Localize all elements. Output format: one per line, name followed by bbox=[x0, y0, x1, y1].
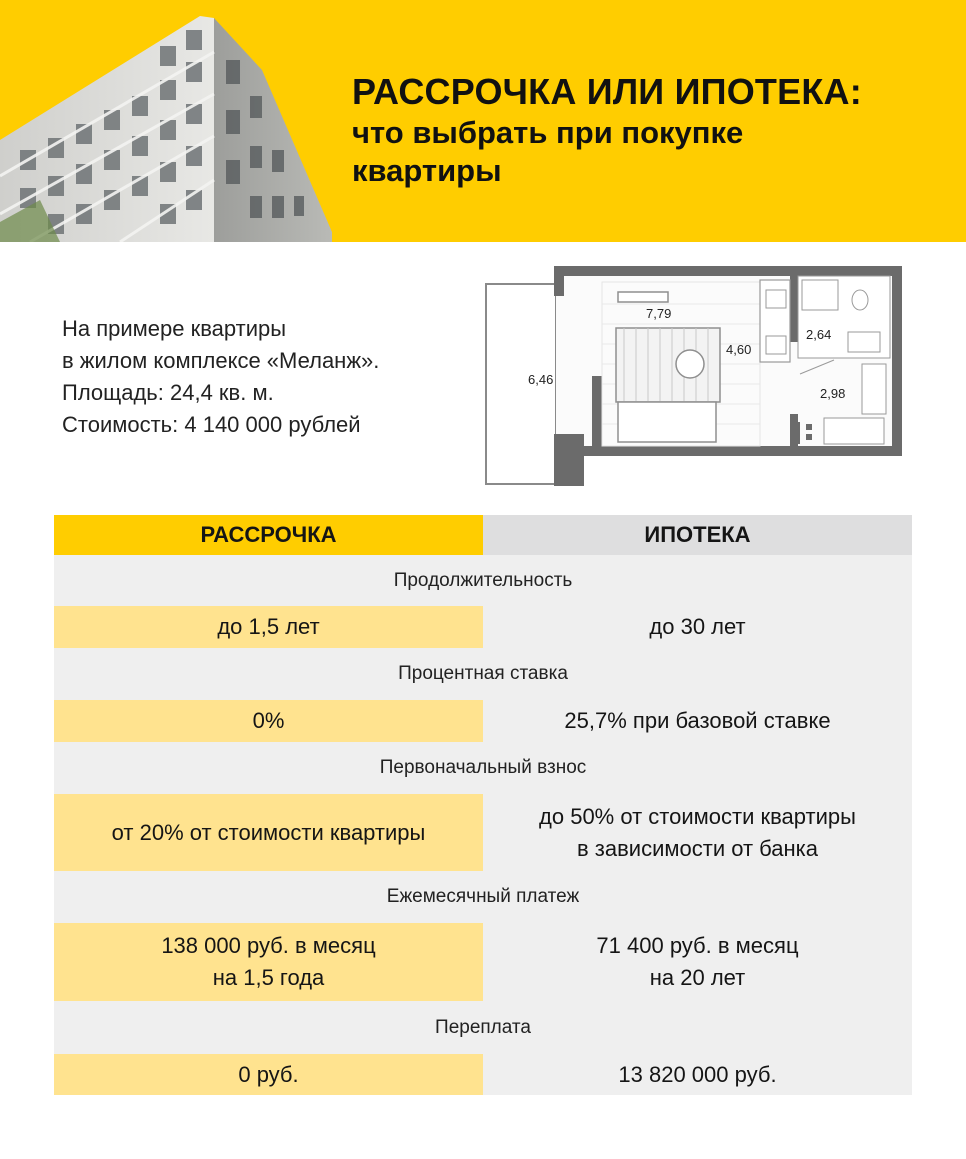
comparison-table bbox=[54, 515, 912, 1095]
header-installment: РАССРОЧКА bbox=[54, 515, 483, 555]
area-balcony: 6,46 bbox=[528, 372, 554, 387]
monthly-mortgage-line-1: 71 400 руб. в месяц bbox=[596, 933, 799, 958]
info-area: Площадь: 24,4 кв. м. bbox=[62, 380, 274, 405]
down-payment-installment bbox=[54, 794, 483, 871]
apartment-info bbox=[62, 313, 482, 441]
down-payment-mortgage-line-2: в зависимости от банка bbox=[577, 835, 818, 861]
monthly-installment bbox=[54, 923, 483, 1001]
table-row bbox=[54, 794, 912, 871]
table-row bbox=[54, 700, 912, 742]
area-living: 7,79 bbox=[646, 306, 672, 321]
section-label-monthly-payment: Ежемесячный платеж bbox=[54, 871, 912, 923]
monthly-mortgage-line-2: на 20 лет bbox=[649, 965, 746, 990]
floor-plan bbox=[484, 264, 906, 488]
duration-mortgage: до 30 лет bbox=[483, 606, 912, 648]
overpayment-installment: 0 руб. bbox=[54, 1054, 483, 1095]
monthly-mortgage bbox=[483, 923, 912, 1001]
down-payment-installment-line-1: от 20% от стоимости квартиры bbox=[111, 819, 426, 845]
page-subtitle-line-2: квартиры bbox=[352, 153, 502, 188]
header-banner bbox=[0, 0, 966, 242]
info-line-2: в жилом комплексе «Меланж». bbox=[62, 348, 380, 373]
page-title: РАССРОЧКА ИЛИ ИПОТЕКА: bbox=[352, 71, 862, 112]
section-label-overpayment: Переплата bbox=[54, 1001, 912, 1054]
down-payment-mortgage-line-1: до 50% от стоимости квартиры bbox=[539, 803, 856, 829]
info-price: Стоимость: 4 140 000 рублей bbox=[62, 412, 361, 437]
section-label-rate: Процентная ставка bbox=[54, 648, 912, 700]
section-label-down-payment: Первоначальный взнос bbox=[54, 742, 912, 794]
title-block bbox=[352, 72, 952, 188]
rate-mortgage: 25,7% при базовой ставке bbox=[483, 700, 912, 742]
building-photo bbox=[0, 0, 340, 242]
table-row bbox=[54, 923, 912, 1001]
table-row bbox=[54, 606, 912, 648]
area-bathroom: 2,64 bbox=[806, 327, 832, 342]
info-line-1: На примере квартиры bbox=[62, 316, 287, 341]
down-payment-mortgage bbox=[483, 794, 912, 871]
table-row bbox=[54, 1054, 912, 1095]
monthly-installment-line-1: 138 000 руб. в месяц bbox=[161, 933, 376, 958]
duration-installment: до 1,5 лет bbox=[54, 606, 483, 648]
header-mortgage: ИПОТЕКА bbox=[483, 515, 912, 555]
monthly-installment-line-2: на 1,5 года bbox=[212, 965, 325, 990]
area-kitchen: 4,60 bbox=[726, 342, 752, 357]
table-header bbox=[54, 515, 912, 555]
rate-installment: 0% bbox=[54, 700, 483, 742]
overpayment-mortgage: 13 820 000 руб. bbox=[483, 1054, 912, 1095]
area-hall: 2,98 bbox=[820, 386, 846, 401]
page-subtitle-line-1: что выбрать при покупке bbox=[352, 115, 744, 150]
section-label-duration: Продолжительность bbox=[54, 555, 912, 606]
